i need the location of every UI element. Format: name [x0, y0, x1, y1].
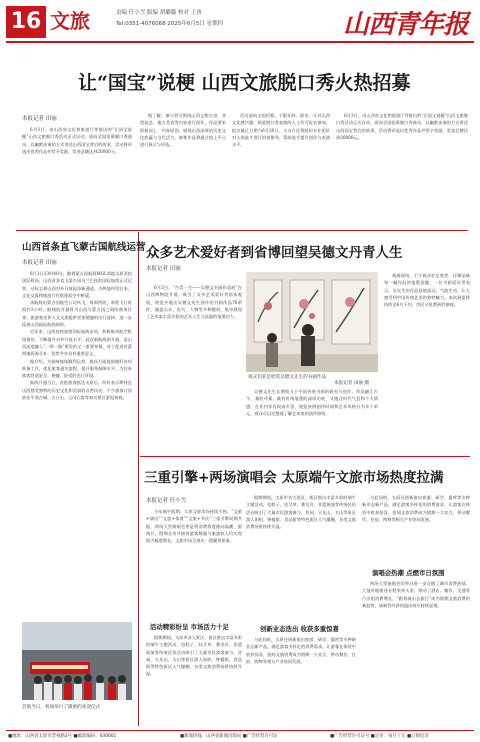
article1-para2: 据了解，参与者可围绕山西文物古迹、非遗技艺、地方美食等内容进行创作，作品要求积极向上、内容原创，展现山西深厚的历史文化底蕴与当代活力，参赛作品将通过线上平台进行展示与评选。: [140, 113, 226, 148]
article1-byline: 本报记者 田丽: [22, 116, 57, 122]
article3-para3: 观展现场，不少观众驻足欣赏，仔细品味每一幅作品的笔墨意趣，一位书画爱好者表示，吴先生的作品意境深远、气韵生动，让人感受到中国传统艺术的独特魅力。本次展览将持续至6月下旬，市民可免费预约参观。: [384, 273, 470, 308]
article1-col4: [336, 112, 468, 228]
article2-photo: [22, 622, 132, 700]
article3-photo-credit: 本报记者 田丽 摄: [334, 381, 370, 386]
article2-para4: 据介绍，为保障航线顺利运营，机场方面提前做好各项准备工作，优化旅客通关流程，提升服务保障水平，为往来旅客营造安全、便捷、舒适的出行环境。: [22, 358, 132, 379]
airport-crowd-image: [22, 622, 132, 700]
article3-para1: 6月3日，“丹青一生——吴德文书画作品展”在山西博物院开幕，吸引了众多艺术爱好者前来观展，展览共展出吴德文先生创作的书画作品70余件，涵盖山水、花鸟、人物等多种题材，集中展现了艺术家丰富多彩的艺术人生与高超的笔墨功力。: [146, 285, 242, 320]
article4-col2b: [246, 636, 356, 726]
article3-headline: 众多艺术爱好者到省博回望吴德文丹青人生: [146, 245, 403, 261]
article3-col1: [146, 284, 242, 454]
article1-col2: [140, 112, 226, 228]
article2-para2: 该航线由蒙古国航空公司执飞，每周两班，单程飞行时间约3小时，航线的开通将为山西与蒙古国之间的商务往来、旅游观光和人文交流提供更加便捷的出行选择，进一步拓展山西国际航线网络。: [22, 300, 132, 328]
article4-para3-cont: 与此同时，太原还创新推出夜游、研学、露营等多种新业态新产品，满足游客多样化的消费需求，让游客在体验中收获惊喜，夜间文旅消费成为假期一大亮点，带动餐饮、住宿、购物等相关产业协同发展。: [362, 495, 470, 522]
article3-photo: [246, 272, 378, 372]
article1-para3-cont: 6月3日，由山西省文化和旅游厅等推出的“让国宝说梗”山西文旅脱口秀活动正式启动，面向全国招募脱口秀演员，以幽默诙谐的方式讲述山西国宝背后的故事，活动将评选出优秀作品并给予奖励，奖金总额达到20000元。: [336, 113, 468, 140]
article4-headline: 三重引擎+两场演唱会 太原端午文旅市场热度拉满: [144, 470, 444, 486]
editor-line: 责编 任小雪 版编 胡璐璐 校对 王唐: [116, 10, 202, 16]
article4-col1b: [146, 634, 242, 726]
article4-byline: 本报记者 任小雪: [146, 498, 187, 504]
article4-para4: 两场大型演唱会的举办进一步点燃了城市消费热情，大批外地歌迷专程来到太原，带动了酒店、餐饮、交通等行业的消费增长，“跟着演出去旅行”成为假期文旅消费的新趋势，演唱会经济的溢出效应持续显现。: [362, 581, 470, 608]
article3-photo-caption: 观众们驻足欣赏吴德文先生的书画作品: [248, 375, 327, 380]
masthead-rule: [6, 41, 474, 43]
article3-col2: [246, 388, 378, 454]
article4-col3b: [362, 580, 470, 726]
article4-para3: 与此同时，太原还创新推出夜游、研学、露营等多种新业态新产品，满足游客多样化的消费需求，让游客在体验中收获惊喜，夜间文旅消费成为假期一大亮点，带动餐饮、住宿、购物等相关产业协同发展。: [246, 637, 356, 664]
article1-headline: 让“国宝”说梗 山西文旅脱口秀火热招募: [78, 72, 411, 94]
article1-col3: [232, 112, 330, 228]
article3-col3: [384, 272, 470, 454]
article4-para2: 假期期间，太原市各大景区、街区推出丰富多彩的端午主题活动，包粽子、挂艾草、赛龙舟、非遗展演等传统民俗活动吸引了大量市民游客参与，晋祠、天龙山、太山等景区游人如织，钟楼街、食品街等特色街区人气爆棚，各类文旅消费场景持续升温。: [146, 635, 242, 677]
contact-line: Tel:0351-4076068 2025年6月5日 星期四: [116, 21, 224, 27]
section-title: 文旅: [50, 9, 90, 33]
footer: [0, 730, 480, 742]
article2-para5: 航线开通当日，首批旅客抵达太原后，纷纷表示期待在山西感受独特的历史文化和美丽的自然风光，不少旅客计划前往平遥古城、五台山、云冈石窟等知名景区游览参观。: [22, 380, 132, 401]
footer-address: ■地址：山西省太原市晋祠路2号 ■邮政编码：030001: [8, 734, 117, 739]
article4-col1: [146, 508, 242, 618]
article3-byline: 本报记者 田丽: [146, 266, 181, 272]
article2-para1: 6月3日13时40分，随着蒙古国航班MGL落地太原武宿国际机场，山西首条直飞蒙古国乌兰巴托的国际航线正式运营，这标志着山西对外开放再添新通道，为两地经贸往来、文化交流和旅游合作搭建起空中桥梁。: [22, 271, 132, 298]
newspaper-logo: 山西青年报: [342, 10, 468, 40]
article4-para2-cont: 假期期间，太原市各大景区、街区推出丰富多彩的端午主题活动，包粽子、挂艾草、赛龙舟、非遗展演等传统民俗活动吸引了大量市民游客参与，晋祠、天龙山、太山等景区游人如织，钟楼街、食品街等特色街区人气爆棚，各类文旅消费场景持续升温。: [246, 495, 356, 530]
article1-para3: 活动面向全国招募，不限年龄、职业，凡对山西文化感兴趣、热爱脱口秀表演的人士均可报名参加，报名截止日期为6月30日，主办方还将组织专业团队对入围选手进行培训指导，帮助选手提升创作与表演水平。: [232, 113, 330, 148]
article2-para3: 近年来，山西持续加密国际航线布局，积极推动航空枢纽建设，不断提升对外开放水平，此次新航线的开通，是山西深度融入“一带一路”建设的又一重要举措，对于促进晋蒙两地资源互补、优势共享具有重要意义。: [22, 329, 132, 357]
page-number: 16: [6, 6, 46, 38]
article4-subhead2: 创新业态迭出 收获多重惊喜: [260, 625, 339, 633]
footer-rule: [6, 730, 474, 731]
article4-subhead3: 演唱会热潮 点燃市日氛围: [372, 569, 445, 577]
article4-subhead1: 活动精彩纷呈 市场活力十足: [150, 623, 229, 631]
masthead: [0, 0, 480, 44]
article4-col2: [246, 494, 356, 620]
article4-para1: 今年端午假期，太原文旅市场持续火热，“文旅+演出”“文旅+体育”“文旅+节庆”三重引擎同频共振，两场大型演唱会更是将消费热度推向高潮，据统计，假期全市共接待游客数量与旅游收入均实现较大幅度增长，文旅市场呈现出一派繁荣景象。: [146, 509, 242, 544]
gallery-visitors-image: [246, 272, 378, 372]
footer-hotline: ■新闻热线：山西省新闻出版局 ■广告经营许可证: [180, 734, 278, 739]
divider-top: [16, 230, 468, 231]
article2-photo-caption: 首航当日，机场举行了隆重的欢迎仪式: [22, 705, 101, 710]
article3-para2: 吴德文先生长期致力于中国传统书画的研究与创作，作品融汇古今、兼收并蓄，既有传统笔墨的深厚功底，又饱含时代气息和个人情感，在业内享有较高声誉，展览按照创作时间和艺术风格分为多个单元，观众可以完整地了解艺术家的创作脉络。: [246, 389, 378, 416]
article2-body: [22, 270, 132, 618]
article1-para1: 6月3日，由山西省文化和旅游厅等推出的“让国宝说梗”山西文旅脱口秀活动正式启动，面向全国招募脱口秀演员，以幽默诙谐的方式讲述山西国宝背后的故事，活动将评选出优秀作品并给予奖励，奖金总额达到20000元。: [22, 127, 132, 154]
article4-col3: [362, 494, 470, 564]
article2-byline: 本报记者 田丽: [22, 260, 57, 266]
column-divider: [138, 232, 139, 726]
divider-bottom: [140, 456, 470, 457]
article2-headline: 山西首条直飞蒙古国航线运营: [22, 242, 146, 253]
footer-license: ■广告经营许可证号 ■定价：每月十元 ■订阅电话: [330, 734, 429, 739]
article1-col1: [22, 126, 132, 228]
